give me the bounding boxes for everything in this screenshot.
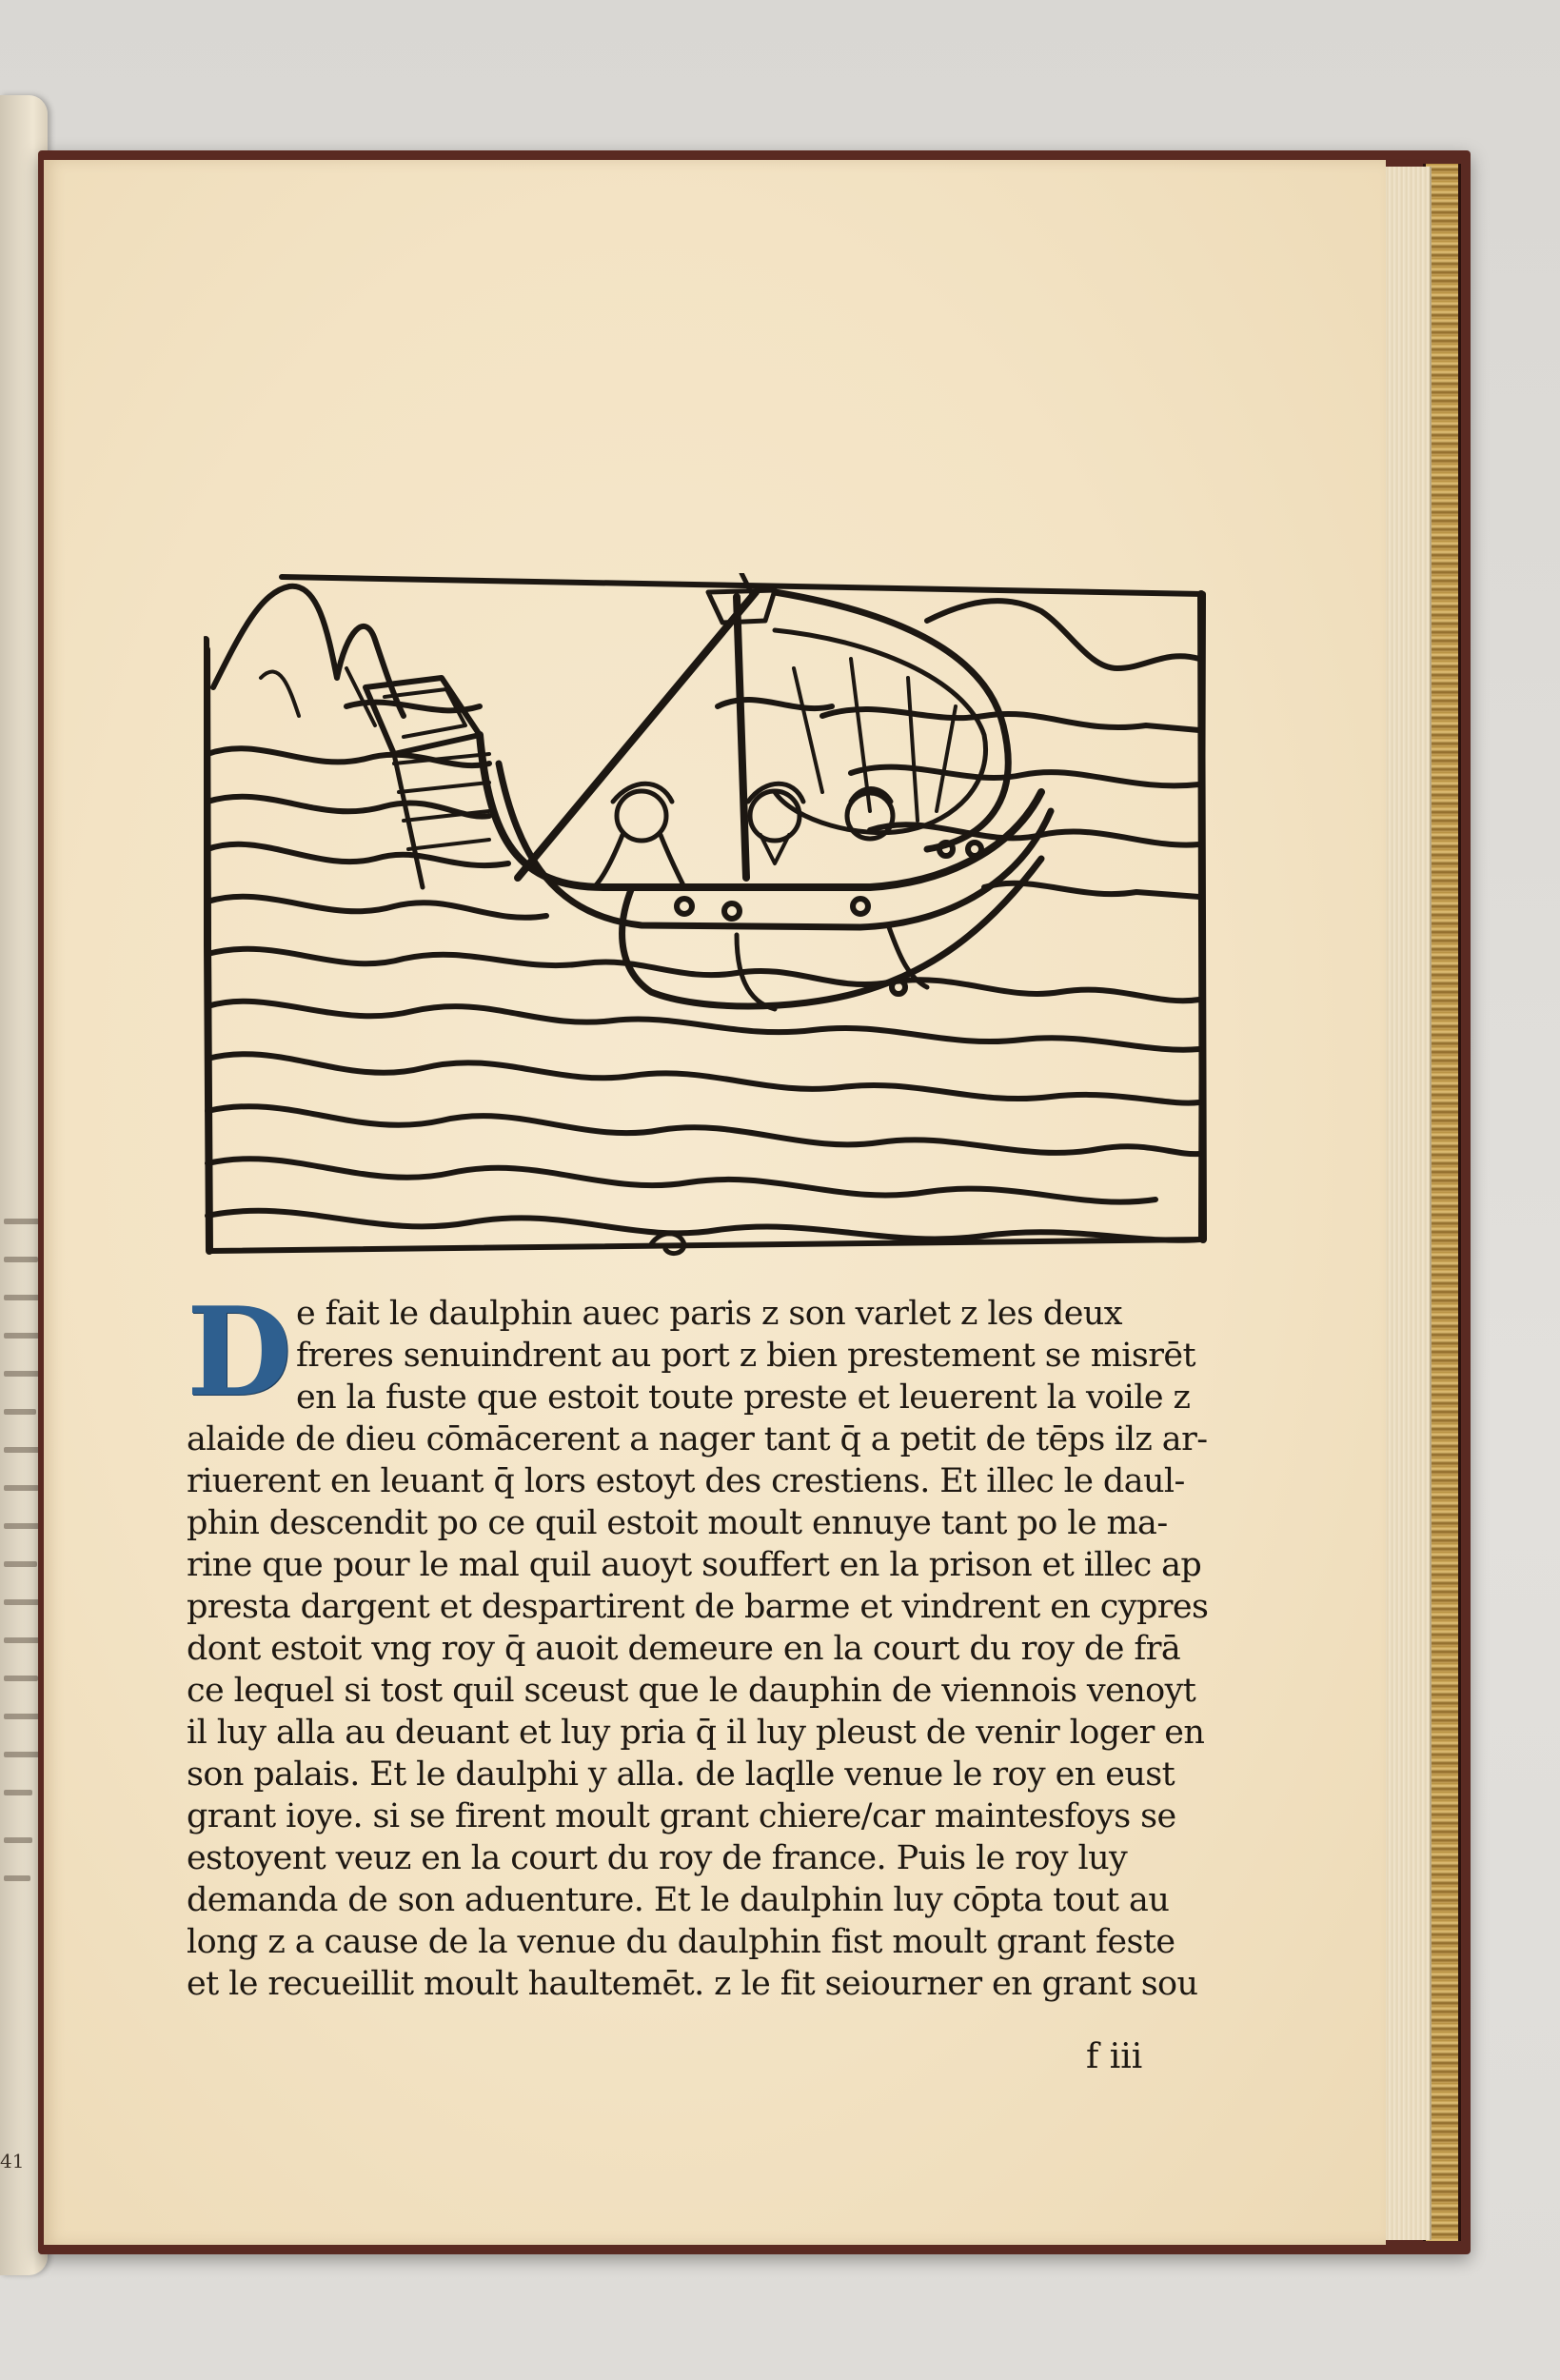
book-page [44,160,1386,2245]
text-line: phin descendit po ce quil estoit moult ennuye tant po le ma- [187,1504,1168,1542]
text-line: grant ioye. si se firent moult grant chiere/car maintesfoys se [187,1797,1176,1835]
text-line: en la fuste que estoit toute preste et leuerent la voile z [296,1378,1191,1417]
left-page-number: 41 [0,2150,25,2172]
text-line: rine que pour le mal quil auoyt souffert en la prison et illec ap [187,1546,1202,1584]
text-line: ce lequel si tost quil sceust que le dauphin de viennois venoyt [187,1672,1196,1710]
text-line: riuerent en leuant q̄ lors estoyt des crestiens. Et illec le daul- [187,1462,1185,1500]
text-line: il luy alla au deuant et luy pria q̄ il luy pleust de venir loger en [187,1714,1205,1752]
text-line: presta dargent et despartirent de barme et vindrent en cypres [187,1588,1209,1626]
text-line: e fait le daulphin auec paris z son varlet z les deux [296,1295,1122,1333]
drop-cap-initial: D [187,1281,292,1424]
text-line: freres senuindrent au port z bien prestement se misrēt [296,1337,1195,1375]
signature-mark: f iii [1086,2037,1143,2076]
text-line: long z a cause de la venue du daulphin fist moult grant feste [187,1923,1175,1961]
text-line: et le recueillit moult haultemēt. z le fit seiourner en grant sou [187,1965,1198,2003]
text-line: estoyent veuz en la court du roy de france. Puis le roy luy [187,1839,1128,1877]
woodcut-illustration [204,573,1208,1278]
text-line: alaide de dieu cōmācerent a nager tant q̄ a petit de tēps ilz ar- [187,1420,1208,1458]
text-line: dont estoit vng roy q̄ auoit demeure en la court du roy de frā [187,1630,1181,1668]
text-line: demanda de son aduenture. Et le daulphin luy cōpta tout au [187,1881,1170,1919]
text-line: son palais. Et le daulphi y alla. de laqlle venue le roy en eust [187,1755,1175,1794]
